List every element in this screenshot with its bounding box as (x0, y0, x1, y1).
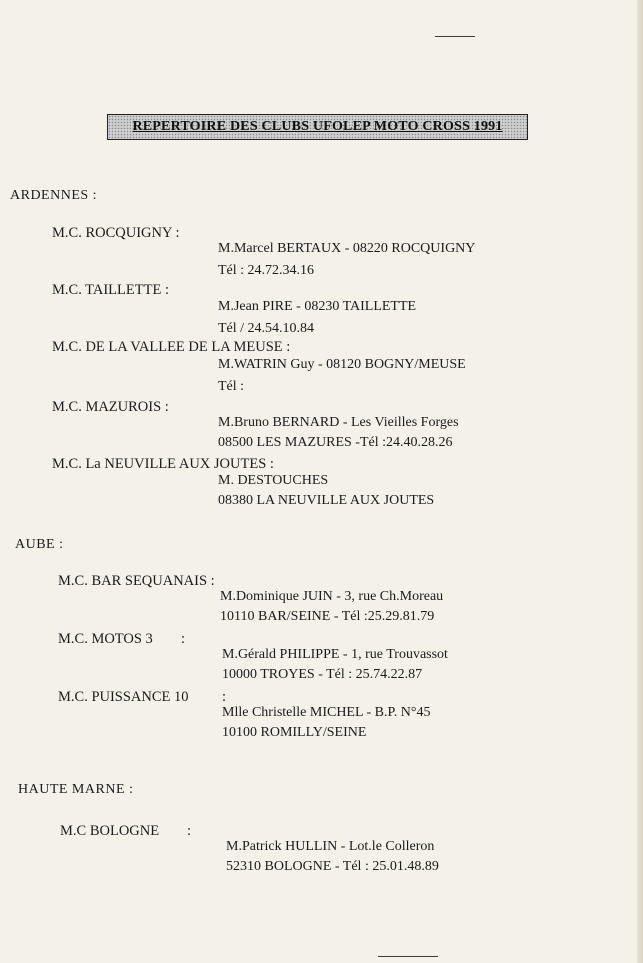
club-name: M.C. TAILLETTE : (52, 282, 169, 298)
page-title: REPERTOIRE DES CLUBS UFOLEP MOTO CROSS 1991 (132, 119, 503, 134)
club-contact: M.Bruno BERNARD - Les Vieilles Forges (218, 415, 459, 430)
club-contact: 10100 ROMILLY/SEINE (222, 725, 367, 740)
club-contact: Mlle Christelle MICHEL - B.P. N°45 (222, 705, 431, 720)
scan-mark (378, 956, 438, 957)
club-contact: M.Dominique JUIN - 3, rue Ch.Moreau (220, 589, 444, 604)
club-contact: M.Marcel BERTAUX - 08220 ROCQUIGNY (218, 241, 476, 256)
club-name: M.C. PUISSANCE 10 (58, 689, 189, 705)
club-contact: 08500 LES MAZURES -Tél :24.40.28.26 (218, 435, 453, 450)
club-name: M.C. DE LA VALLEE DE LA MEUSE : (52, 339, 291, 355)
club-contact: 10000 TROYES - Tél : 25.74.22.87 (222, 667, 423, 682)
club-name: M.C. La NEUVILLE AUX JOUTES : (52, 456, 274, 472)
region-heading-aube: AUBE : (15, 537, 64, 552)
club-name: M.C. BAR SEQUANAIS : (58, 573, 215, 589)
club-separator: : (187, 823, 192, 839)
club-contact: 10110 BAR/SEINE - Tél :25.29.81.79 (220, 609, 435, 624)
club-contact: 08380 LA NEUVILLE AUX JOUTES (218, 493, 435, 508)
scan-mark (435, 36, 475, 37)
club-contact: M.WATRIN Guy - 08120 BOGNY/MEUSE (218, 357, 466, 372)
region-heading-ardennes: ARDENNES : (10, 188, 98, 203)
paper-edge (637, 0, 643, 963)
club-contact: M.Patrick HULLIN - Lot.le Colleron (226, 839, 435, 854)
club-contact: Tél : 24.72.34.16 (218, 263, 315, 278)
club-contact: Tél / 24.54.10.84 (218, 321, 315, 336)
region-heading-haute-marne: HAUTE MARNE : (18, 782, 134, 797)
club-contact: 52310 BOLOGNE - Tél : 25.01.48.89 (226, 859, 439, 874)
club-name: M.C. MOTOS 3 (58, 631, 153, 647)
club-contact: M.Jean PIRE - 08230 TAILLETTE (218, 299, 417, 314)
club-name: M.C. ROCQUIGNY : (52, 225, 180, 241)
club-contact: M.Gérald PHILIPPE - 1, rue Trouvassot (222, 647, 448, 662)
club-name: M.C. MAZUROIS : (52, 399, 169, 415)
title-banner (107, 114, 528, 140)
club-separator: : (222, 689, 227, 705)
club-contact: M. DESTOUCHES (218, 473, 329, 488)
club-name: M.C BOLOGNE (60, 823, 160, 839)
club-separator: : (181, 631, 186, 647)
club-contact: Tél : (218, 379, 245, 394)
